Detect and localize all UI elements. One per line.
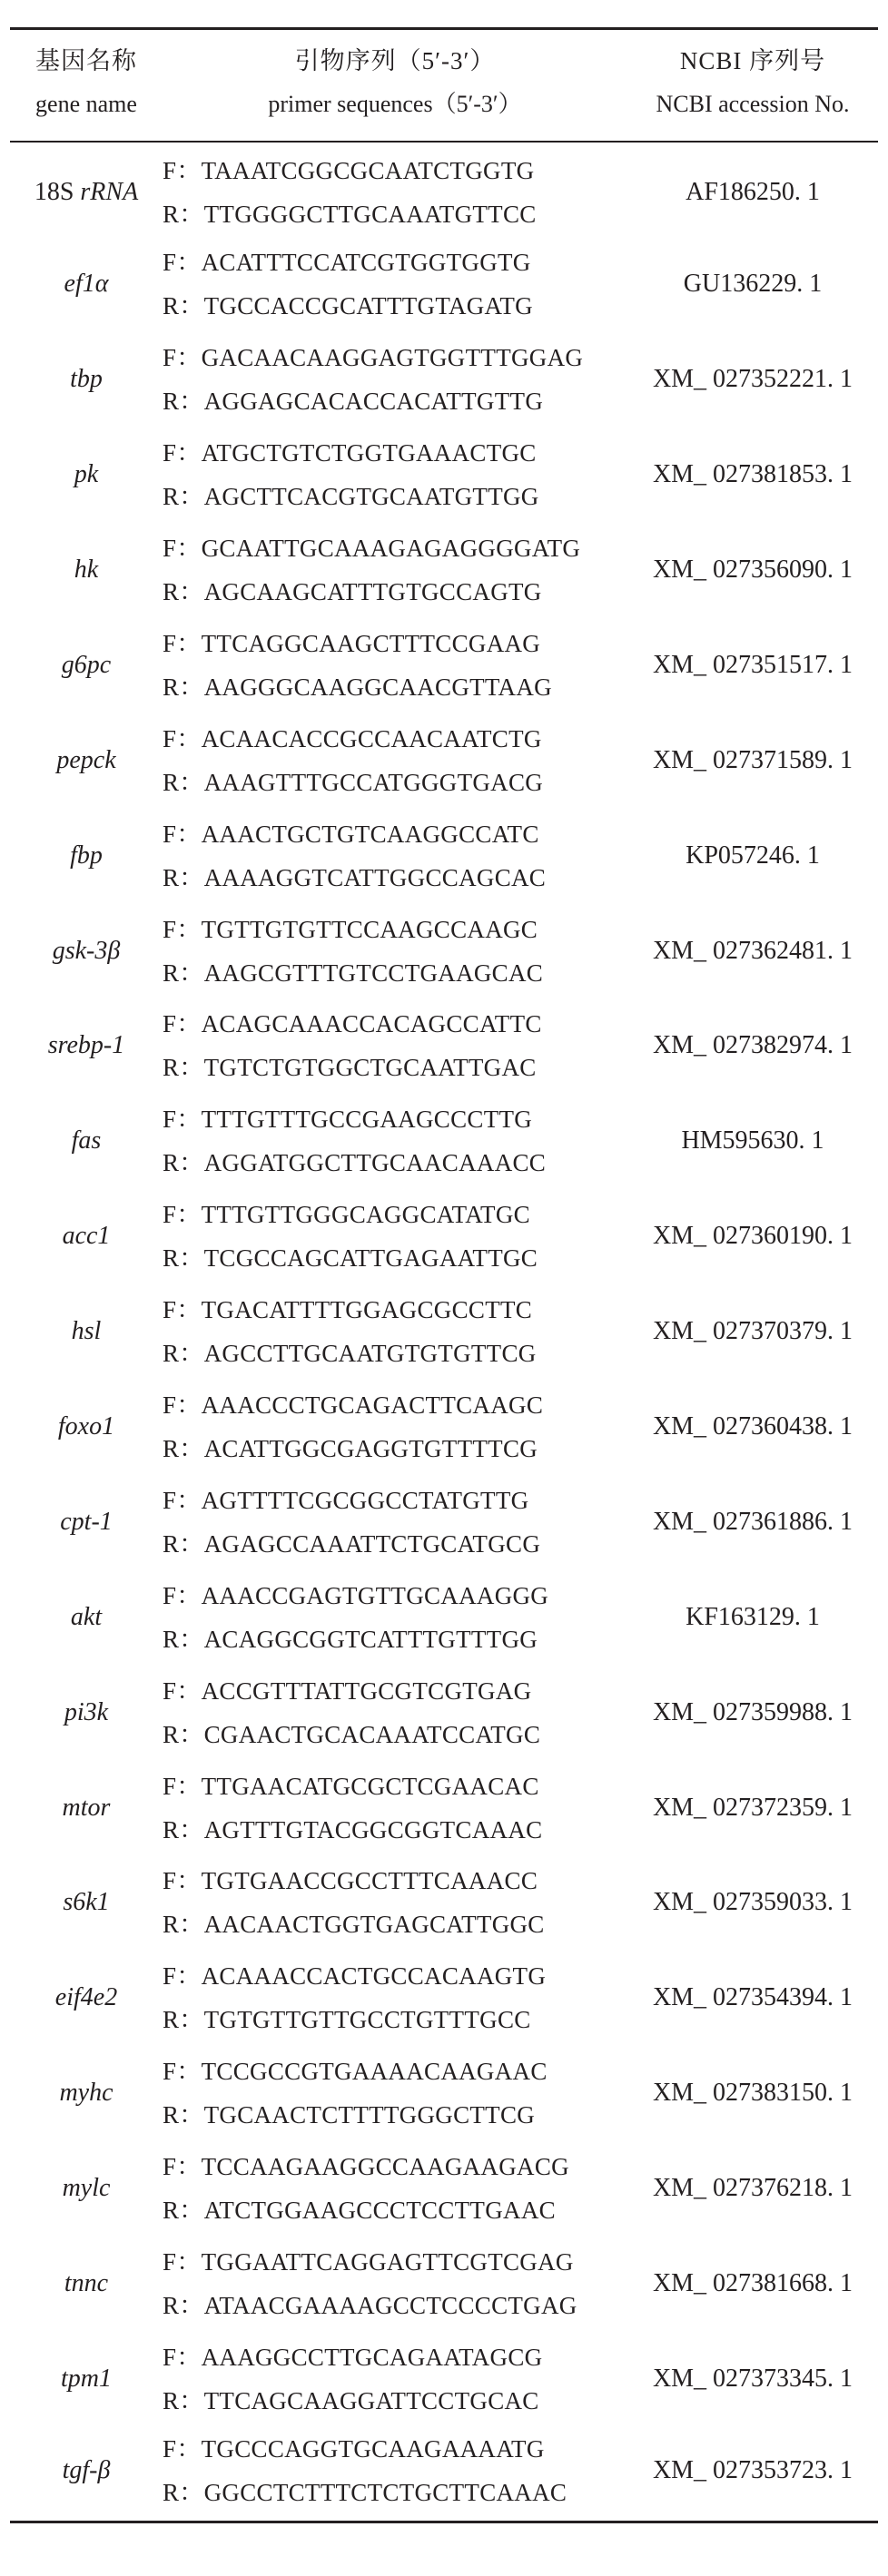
- forward-primer: F：ACCGTTTATTGCGTCGTGAG: [163, 1676, 532, 1705]
- gene-name-cell: [10, 1474, 163, 1569]
- gene-name: fas: [71, 1126, 102, 1155]
- reverse-primer: R：TGTCTGTGGCTGCAATTGAC: [163, 1054, 537, 1082]
- gene-name: g6pc: [61, 650, 112, 679]
- forward-primer: F：AAACTGCTGTCAAGGCCATC: [163, 820, 539, 848]
- gene-name-cell: [10, 1380, 163, 1475]
- reverse-primer: R：AAGGGCAAGGCAACGTTAAG: [163, 673, 552, 701]
- forward-primer: F：TAAATCGGCGCAATCTGGTG: [163, 156, 535, 184]
- gene-name-cell: [10, 428, 163, 523]
- table-row: [10, 237, 878, 332]
- gene-name: hk: [74, 556, 99, 584]
- reverse-primer: R：TCGCCAGCATTGAGAATTGC: [163, 1244, 538, 1273]
- primer-sequences-cell: [163, 142, 627, 237]
- forward-primer: F：TGCCCAGGTGCAAGAAAATG: [163, 2435, 545, 2463]
- gene-name-cell: [10, 1951, 163, 2046]
- accession-number: XM_ 027381668. 1: [652, 2269, 853, 2298]
- reverse-primer: R：AGTTTGTACGGCGGTCAAAC: [163, 1815, 543, 1844]
- gene-name: mylc: [62, 2174, 111, 2203]
- header-accession-zh: NCBI 序列号: [627, 29, 878, 84]
- primer-sequences-cell: [163, 903, 627, 998]
- primer-sequences-cell: [163, 332, 627, 428]
- forward-primer: F：TTGAACATGCGCTCGAACAC: [163, 1772, 539, 1800]
- gene-name: gsk-3β: [52, 936, 121, 965]
- forward-primer: F：AAAGGCCTTGCAGAATAGCG: [163, 2343, 543, 2371]
- table-row: [10, 713, 878, 808]
- accession-number: XM_ 027352221. 1: [652, 365, 853, 394]
- reverse-primer: R：TTCAGCAAGGATTCCTGCAC: [163, 2386, 539, 2414]
- header-gene-name-zh: 基因名称: [10, 29, 163, 84]
- gene-name-cell: [10, 332, 163, 428]
- gene-name: cpt-1: [60, 1507, 113, 1536]
- primer-sequences-cell: [163, 1760, 627, 1855]
- header-accession-en: NCBI accession No.: [627, 83, 878, 142]
- accession-number: XM_ 027361886. 1: [652, 1507, 853, 1536]
- forward-primer: F：GACAACAAGGAGTGGTTTGGAG: [163, 344, 584, 372]
- table-row: [10, 428, 878, 523]
- forward-primer: F：TGACATTTTGGAGCGCCTTC: [163, 1296, 533, 1324]
- gene-name: ef1α: [64, 270, 109, 299]
- gene-name: pk: [74, 460, 99, 489]
- gene-name-cell: [10, 1855, 163, 1951]
- accession-number: XM_ 027383150. 1: [652, 2079, 853, 2108]
- gene-name-prefix: 18S: [34, 177, 81, 206]
- reverse-primer: R：AAGCGTTTGTCCTGAAGCAC: [163, 959, 544, 987]
- table-row: [10, 1951, 878, 2046]
- table-row: [10, 903, 878, 998]
- accession-number: XM_ 027353723. 1: [627, 2426, 878, 2522]
- accession-number: XM_ 027381853. 1: [652, 460, 853, 489]
- table-row: [10, 1569, 878, 1665]
- accession-number: XM_ 027359988. 1: [652, 1697, 853, 1726]
- reverse-primer: R：ATAACGAAAAGCCTCCCCTGAG: [163, 2292, 577, 2320]
- gene-name-cell: [10, 713, 163, 808]
- accession-number: XM_ 027351517. 1: [652, 650, 853, 679]
- gene-name-cell: [10, 1189, 163, 1284]
- gene-name: mtor: [62, 1793, 111, 1822]
- reverse-primer: R：TGCAACTCTTTTGGGCTTCG: [163, 2101, 536, 2129]
- forward-primer: F：TGTGAACCGCCTTTCAAACC: [163, 1867, 538, 1895]
- reverse-primer: R：AAAAGGTCATTGGCCAGCAC: [163, 863, 547, 891]
- primer-sequences-cell: [163, 2237, 627, 2332]
- table-row: [10, 523, 878, 618]
- primer-sequences-cell: [163, 1380, 627, 1475]
- forward-primer: F：TCCGCCGTGAAAACAAGAAC: [163, 2058, 548, 2086]
- table-row: [10, 1760, 878, 1855]
- table-row: [10, 998, 878, 1094]
- accession-number: XM_ 027371589. 1: [652, 745, 853, 774]
- reverse-primer: R：AGAGCCAAATTCTGCATGCG: [163, 1529, 541, 1558]
- primer-sequences-cell: [163, 1665, 627, 1760]
- forward-primer: F：TCCAAGAAGGCCAAGAAGACG: [163, 2153, 569, 2181]
- primer-sequences-cell: [163, 1284, 627, 1380]
- reverse-primer: R：TGTGTTGTTGCCTGTTTGCC: [163, 2006, 531, 2034]
- gene-name-cell: [10, 2426, 163, 2522]
- primer-sequences-cell: [163, 2141, 627, 2237]
- gene-name-cell: [10, 617, 163, 713]
- gene-name-cell: [10, 1569, 163, 1665]
- gene-name: srebp-1: [47, 1031, 125, 1060]
- gene-name-cell: [10, 903, 163, 998]
- primer-sequences-cell: [163, 1569, 627, 1665]
- gene-name-cell: [10, 2046, 163, 2141]
- gene-name: acc1: [62, 1222, 111, 1251]
- accession-number: XM_ 027372359. 1: [652, 1793, 853, 1822]
- table-row: [10, 808, 878, 903]
- table-row: [10, 2426, 878, 2522]
- forward-primer: F：AAACCCTGCAGACTTCAAGC: [163, 1391, 544, 1420]
- table-row: [10, 2141, 878, 2237]
- accession-number: HM595630. 1: [681, 1126, 824, 1155]
- reverse-primer: R：ACAGGCGGTCATTTGTTTGG: [163, 1625, 538, 1653]
- gene-name-cell: [10, 1760, 163, 1855]
- accession-number: XM_ 027354394. 1: [652, 1983, 853, 2012]
- forward-primer: F：ACAGCAAACCACAGCCATTC: [163, 1010, 542, 1038]
- table-row: [10, 1380, 878, 1475]
- gene-name: eif4e2: [54, 1983, 118, 2012]
- reverse-primer: R：CGAACTGCACAAATCCATGC: [163, 1720, 541, 1748]
- gene-name: pi3k: [64, 1697, 109, 1726]
- forward-primer: F：AGTTTTCGCGGCCTATGTTG: [163, 1486, 529, 1514]
- header-gene-name-en: gene name: [10, 83, 163, 142]
- accession-number: KF163129. 1: [686, 1602, 820, 1631]
- primer-sequences-cell: [163, 1855, 627, 1951]
- gene-name-cell: [10, 1094, 163, 1189]
- reverse-primer: R：ATCTGGAAGCCCTCCTTGAAC: [163, 2197, 556, 2225]
- forward-primer: F：TTTGTTTGCCGAAGCCCTTG: [163, 1106, 533, 1134]
- gene-name: fbp: [70, 841, 103, 870]
- accession-number: XM_ 027356090. 1: [652, 556, 853, 584]
- primer-sequences-cell: [163, 808, 627, 903]
- gene-name: foxo1: [57, 1412, 115, 1441]
- table-row: [10, 2331, 878, 2426]
- primer-sequences-cell: [163, 2331, 627, 2426]
- table-row: [10, 2046, 878, 2141]
- primer-sequences-cell: [163, 1189, 627, 1284]
- table-row: [10, 617, 878, 713]
- header-primer-zh: 引物序列（5′-3′）: [163, 29, 627, 84]
- gene-name-cell: [10, 523, 163, 618]
- reverse-primer: R：TGCCACCGCATTTGTAGATG: [163, 292, 533, 320]
- accession-number: KP057246. 1: [686, 841, 820, 870]
- reverse-primer: R：AGCTTCACGTGCAATGTTGG: [163, 483, 539, 511]
- table-row: [10, 2237, 878, 2332]
- table-row: [10, 1284, 878, 1380]
- primer-sequences-cell: [163, 1094, 627, 1189]
- forward-primer: F：ACATTTCCATCGTGGTGGTG: [163, 249, 531, 277]
- accession-number: XM_ 027373345. 1: [652, 2364, 853, 2393]
- forward-primer: F：TTTGTTGGGCAGGCATATGC: [163, 1201, 530, 1229]
- primer-sequences-cell: [163, 523, 627, 618]
- accession-number: XM_ 027382974. 1: [652, 1031, 853, 1060]
- table-row: [10, 1474, 878, 1569]
- forward-primer: F：TGGAATTCAGGAGTTCGTCGAG: [163, 2248, 574, 2276]
- primer-sequences-cell: [163, 237, 627, 332]
- table-row: [10, 1189, 878, 1284]
- reverse-primer: R：ACATTGGCGAGGTGTTTTCG: [163, 1435, 538, 1463]
- gene-name: rRNA: [80, 177, 139, 206]
- gene-name: tnnc: [64, 2269, 109, 2298]
- reverse-primer: R：AGGAGCACACCACATTGTTG: [163, 388, 544, 416]
- reverse-primer: R：AAAGTTTGCCATGGGTGACG: [163, 768, 544, 796]
- primer-sequences-cell: [163, 617, 627, 713]
- accession-number: XM_ 027362481. 1: [652, 936, 853, 965]
- forward-primer: F：GCAATTGCAAAGAGAGGGGATG: [163, 535, 581, 562]
- primer-sequences-cell: [163, 428, 627, 523]
- primer-sequences-cell: [163, 2426, 627, 2522]
- gene-name-cell: [10, 808, 163, 903]
- table-header: [10, 29, 878, 143]
- forward-primer: F：TTCAGGCAAGCTTTCCGAAG: [163, 629, 541, 657]
- table-body: [10, 142, 878, 2522]
- header-row-english: [10, 83, 878, 142]
- accession-number: XM_ 027360438. 1: [652, 1412, 853, 1441]
- forward-primer: F：ACAACACCGCCAACAATCTG: [163, 724, 542, 752]
- table-row: [10, 1665, 878, 1760]
- forward-primer: F：TGTTGTGTTCCAAGCCAAGC: [163, 915, 538, 943]
- gene-name-cell: [10, 1665, 163, 1760]
- gene-name: hsl: [71, 1317, 102, 1346]
- forward-primer: F：AAACCGAGTGTTGCAAAGGG: [163, 1581, 549, 1609]
- header-primer-en: primer sequences（5′-3′）: [163, 83, 627, 142]
- gene-name-cell: [10, 998, 163, 1094]
- primer-sequences-cell: [163, 1951, 627, 2046]
- forward-primer: F：ATGCTGTCTGGTGAAACTGC: [163, 439, 537, 467]
- gene-name-cell: [10, 2237, 163, 2332]
- forward-primer: F：ACAAACCACTGCCACAAGTG: [163, 1962, 547, 1991]
- reverse-primer: R：AGGATGGCTTGCAACAAACC: [163, 1149, 547, 1177]
- reverse-primer: R：TTGGGGCTTGCAAATGTTCC: [163, 200, 537, 228]
- gene-name: tpm1: [61, 2364, 112, 2393]
- gene-name-cell: [10, 142, 163, 237]
- gene-name-cell: [10, 2141, 163, 2237]
- table-row: [10, 142, 878, 237]
- gene-name-cell: [10, 1284, 163, 1380]
- reverse-primer: R：GGCCTCTTTCTCTGCTTCAAAC: [163, 2479, 567, 2507]
- primer-sequences-cell: [163, 998, 627, 1094]
- gene-name: s6k1: [63, 1888, 110, 1917]
- primer-table: [10, 27, 878, 2523]
- gene-name: myhc: [59, 2079, 113, 2108]
- primer-sequences-cell: [163, 1474, 627, 1569]
- accession-number: AF186250. 1: [686, 177, 820, 206]
- reverse-primer: R：AACAACTGGTGAGCATTGGC: [163, 1911, 545, 1939]
- accession-number: XM_ 027359033. 1: [652, 1888, 853, 1917]
- gene-name: tbp: [70, 365, 103, 394]
- gene-name: pepck: [56, 745, 116, 774]
- reverse-primer: R：AGCAAGCATTTGTGCCAGTG: [163, 578, 542, 605]
- header-row-chinese: [10, 29, 878, 84]
- table-row: [10, 1855, 878, 1951]
- table-row: [10, 1094, 878, 1189]
- table-row: [10, 332, 878, 428]
- accession-number: XM_ 027360190. 1: [652, 1222, 853, 1251]
- gene-name: tgf-β: [62, 2456, 111, 2485]
- gene-name-cell: [10, 2331, 163, 2426]
- primer-sequences-cell: [163, 713, 627, 808]
- accession-number: GU136229. 1: [683, 270, 823, 299]
- accession-number: XM_ 027376218. 1: [652, 2174, 853, 2203]
- gene-name-cell: [10, 237, 163, 332]
- primer-sequences-cell: [163, 2046, 627, 2141]
- accession-number: XM_ 027370379. 1: [652, 1317, 853, 1346]
- reverse-primer: R：AGCCTTGCAATGTGTGTTCG: [163, 1340, 537, 1368]
- gene-name: akt: [70, 1602, 103, 1631]
